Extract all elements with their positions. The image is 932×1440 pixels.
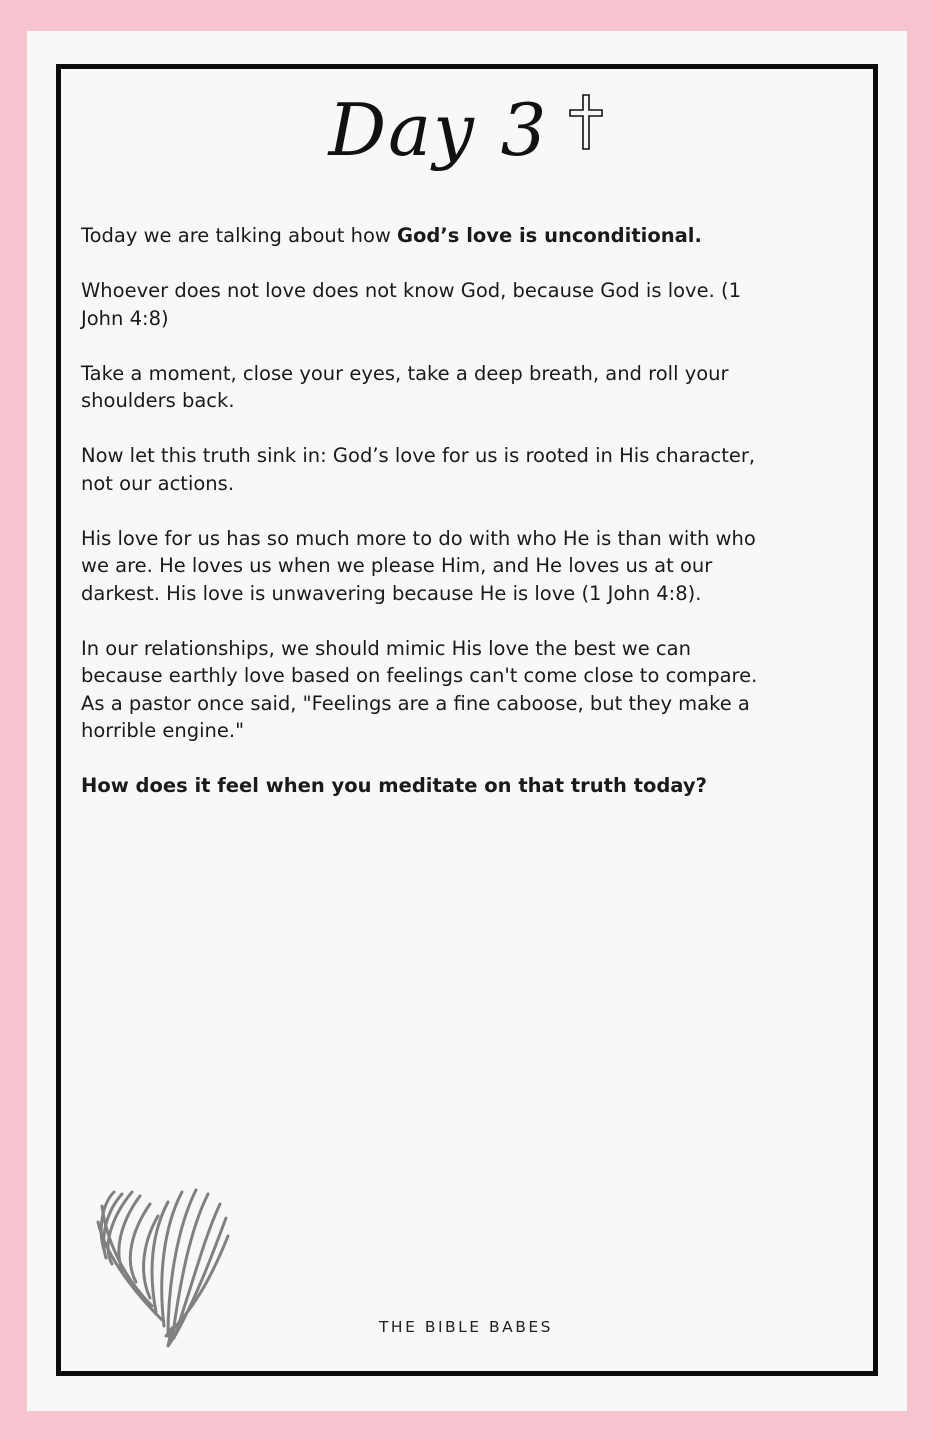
verse-paragraph: Whoever does not love does not know God, because God is love. (1 John 4:8) (81, 279, 741, 330)
intro-emphasis: God’s love is unconditional. (397, 224, 702, 247)
paragraph: In our relationships, we should mimic His love the best we can because earthly love based on feelings can't come close to compare. As a pastor once said, "Feelings are a fine caboose, but they make a horrible engine." (81, 636, 758, 742)
page-title: Day 3 (328, 88, 549, 172)
intro-text: Today we are talking about how (81, 224, 398, 247)
devotional-body (81, 222, 761, 827)
paragraph: Take a moment, close your eyes, take a deep breath, and roll your shoulders back. (81, 361, 729, 412)
paragraph: His love for us has so much more to do with who He is than with who we are. He loves us when we please Him, and He loves us at our darkest. His love is unwavering because He is love (1 John 4:8). (81, 526, 756, 605)
intro-paragraph (81, 222, 761, 250)
footer-brand: THE BIBLE BABES (378, 1318, 554, 1336)
paragraph: Now let this truth sink in: God’s love for us is rooted in His character, not our actions. (81, 444, 756, 495)
cross-icon (568, 93, 604, 155)
page-header (0, 88, 932, 198)
reflection-question: How does it feel when you meditate on that truth today? (81, 774, 707, 797)
